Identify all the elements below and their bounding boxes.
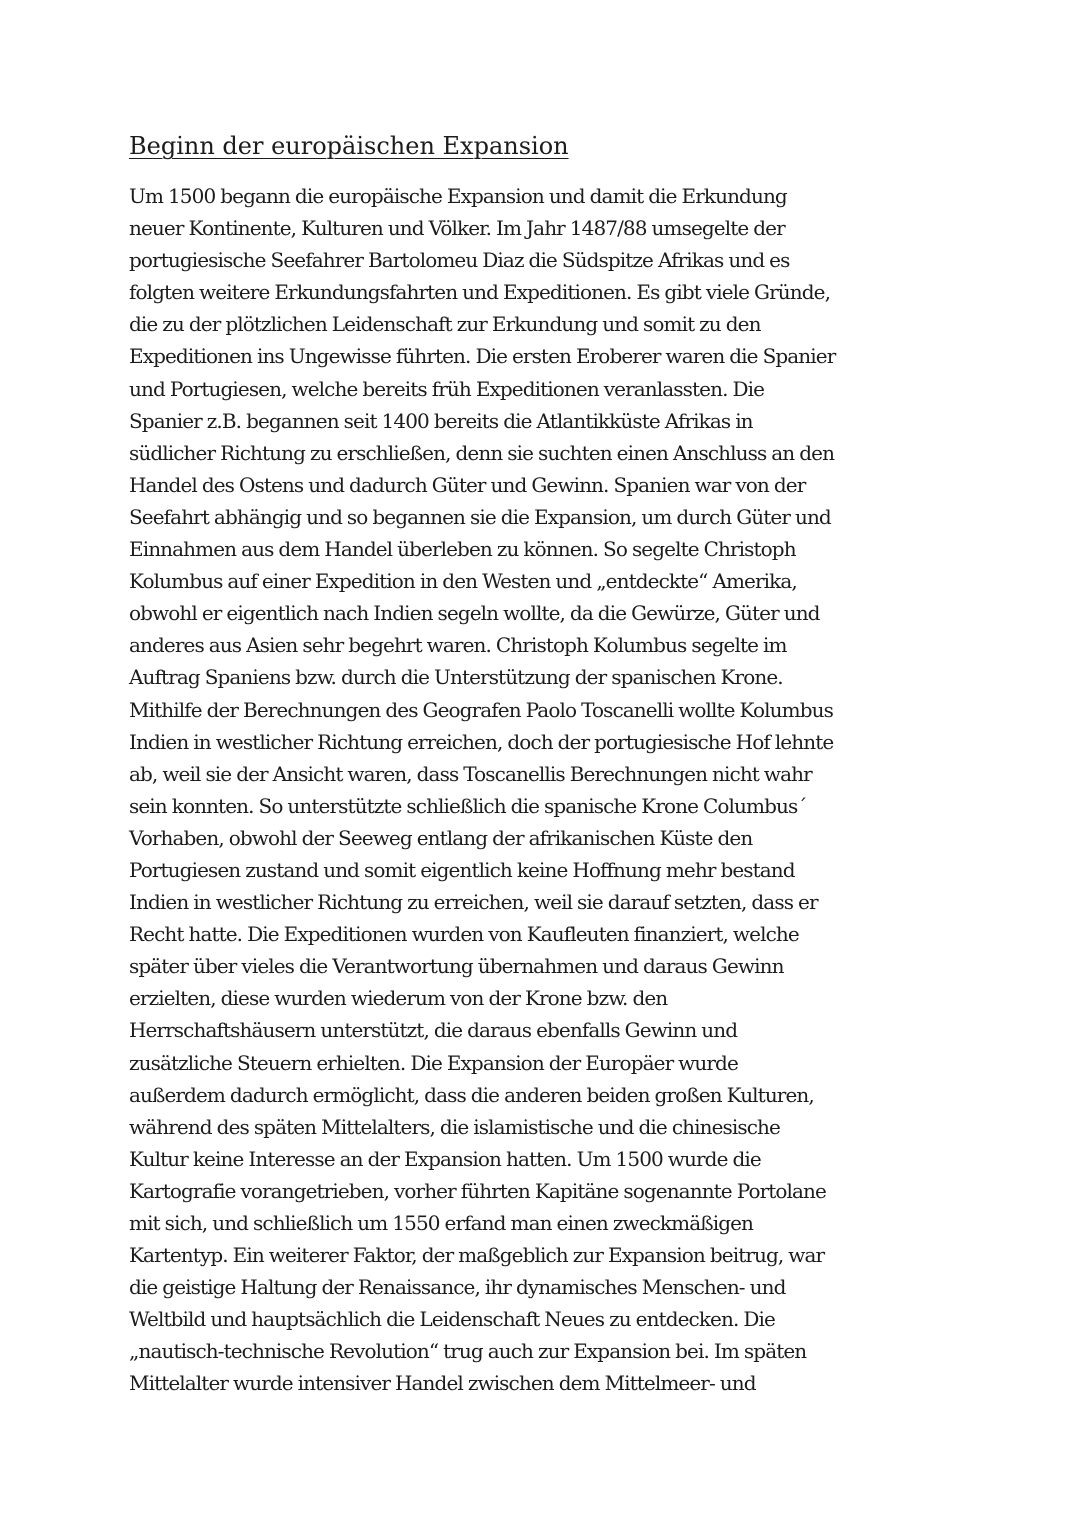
text-line: Herrschaftshäusern unterstützt, die daraus ebenfalls Gewinn und (129, 1018, 738, 1043)
text-line: folgten weitere Erkundungsfahrten und Expeditionen. Es gibt viele Gründe, (129, 280, 831, 305)
text-line: „nautisch-technische Revolution“ trug auch zur Expansion bei. Im späten (129, 1339, 807, 1364)
text-line: Expeditionen ins Ungewisse führten. Die ersten Eroberer waren die Spanier (129, 344, 836, 369)
text-line: später über vieles die Verantwortung übernahmen und daraus Gewinn (129, 954, 784, 979)
body-paragraph (129, 180, 969, 1400)
text-line: obwohl er eigentlich nach Indien segeln wollte, da die Gewürze, Güter und (129, 601, 820, 626)
text-line: südlicher Richtung zu erschließen, denn sie suchten einen Anschluss an den (129, 440, 835, 465)
text-line: Kartografie vorangetrieben, vorher führten Kapitäne sogenannte Portolane (129, 1178, 826, 1203)
text-line: Auftrag Spaniens bzw. durch die Unterstützung der spanischen Krone. (129, 665, 783, 690)
text-line: Weltbild und hauptsächlich die Leidenschaft Neues zu entdecken. Die (129, 1307, 775, 1332)
text-line: außerdem dadurch ermöglicht, dass die anderen beiden großen Kulturen, (129, 1082, 814, 1107)
text-line: Indien in westlicher Richtung zu erreichen, weil sie darauf setzten, dass er (129, 890, 818, 915)
text-line: sein konnten. So unterstützte schließlich die spanische Krone Columbus´ (129, 793, 807, 818)
text-line: und Portugiesen, welche bereits früh Expeditionen veranlassten. Die (129, 376, 765, 401)
text-line: Seefahrt abhängig und so begannen sie die Expansion, um durch Güter und (129, 504, 831, 529)
text-line: ab, weil sie der Ansicht waren, dass Toscanellis Berechnungen nicht wahr (129, 761, 812, 786)
text-line: die zu der plötzlichen Leidenschaft zur Erkundung und somit zu den (129, 312, 761, 337)
text-line: erzielten, diese wurden wiederum von der Krone bzw. den (129, 986, 668, 1011)
text-line: während des späten Mittelalters, die islamistische und die chinesische (129, 1114, 780, 1139)
text-line: Um 1500 begann die europäische Expansion und damit die Erkundung (129, 184, 787, 208)
text-line: Mittelalter wurde intensiver Handel zwischen dem Mittelmeer- und (129, 1371, 756, 1396)
text-line: Recht hatte. Die Expeditionen wurden von Kaufleuten finanziert, welche (129, 922, 799, 947)
text-line: neuer Kontinente, Kulturen und Völker. Im Jahr 1487/88 umsegelte der (129, 216, 785, 241)
text-line: Handel des Ostens und dadurch Güter und Gewinn. Spanien war von der (129, 472, 806, 497)
text-line: Spanier z.B. begannen seit 1400 bereits die Atlantikküste Afrikas in (129, 408, 753, 433)
text-line: anderes aus Asien sehr begehrt waren. Christoph Kolumbus segelte im (129, 633, 787, 658)
text-line: Kartentyp. Ein weiterer Faktor, der maßgeblich zur Expansion beitrug, war (129, 1243, 825, 1268)
text-line: Kultur keine Interesse an der Expansion hatten. Um 1500 wurde die (129, 1146, 761, 1171)
text-line: portugiesische Seefahrer Bartolomeu Diaz die Südspitze Afrikas und es (129, 248, 790, 273)
text-line: Portugiesen zustand und somit eigentlich keine Hoffnung mehr bestand (129, 857, 795, 882)
text-line: Vorhaben, obwohl der Seeweg entlang der afrikanischen Küste den (129, 825, 753, 850)
text-line: Kolumbus auf einer Expedition in den Westen und „entdeckte“ Amerika, (129, 569, 797, 594)
document-title: Beginn der europäischen Expansion (129, 132, 569, 160)
text-line: Mithilfe der Berechnungen des Geografen Paolo Toscanelli wollte Kolumbus (129, 697, 833, 722)
text-line: die geistige Haltung der Renaissance, ihr dynamisches Menschen- und (129, 1275, 786, 1300)
text-line: Indien in westlicher Richtung erreichen, doch der portugiesische Hof lehnte (129, 729, 834, 754)
text-line: mit sich, und schließlich um 1550 erfand man einen zweckmäßigen (129, 1211, 754, 1235)
text-line: zusätzliche Steuern erhielten. Die Expansion der Europäer wurde (129, 1050, 738, 1075)
text-line: Einnahmen aus dem Handel überleben zu können. So segelte Christoph (129, 537, 796, 562)
